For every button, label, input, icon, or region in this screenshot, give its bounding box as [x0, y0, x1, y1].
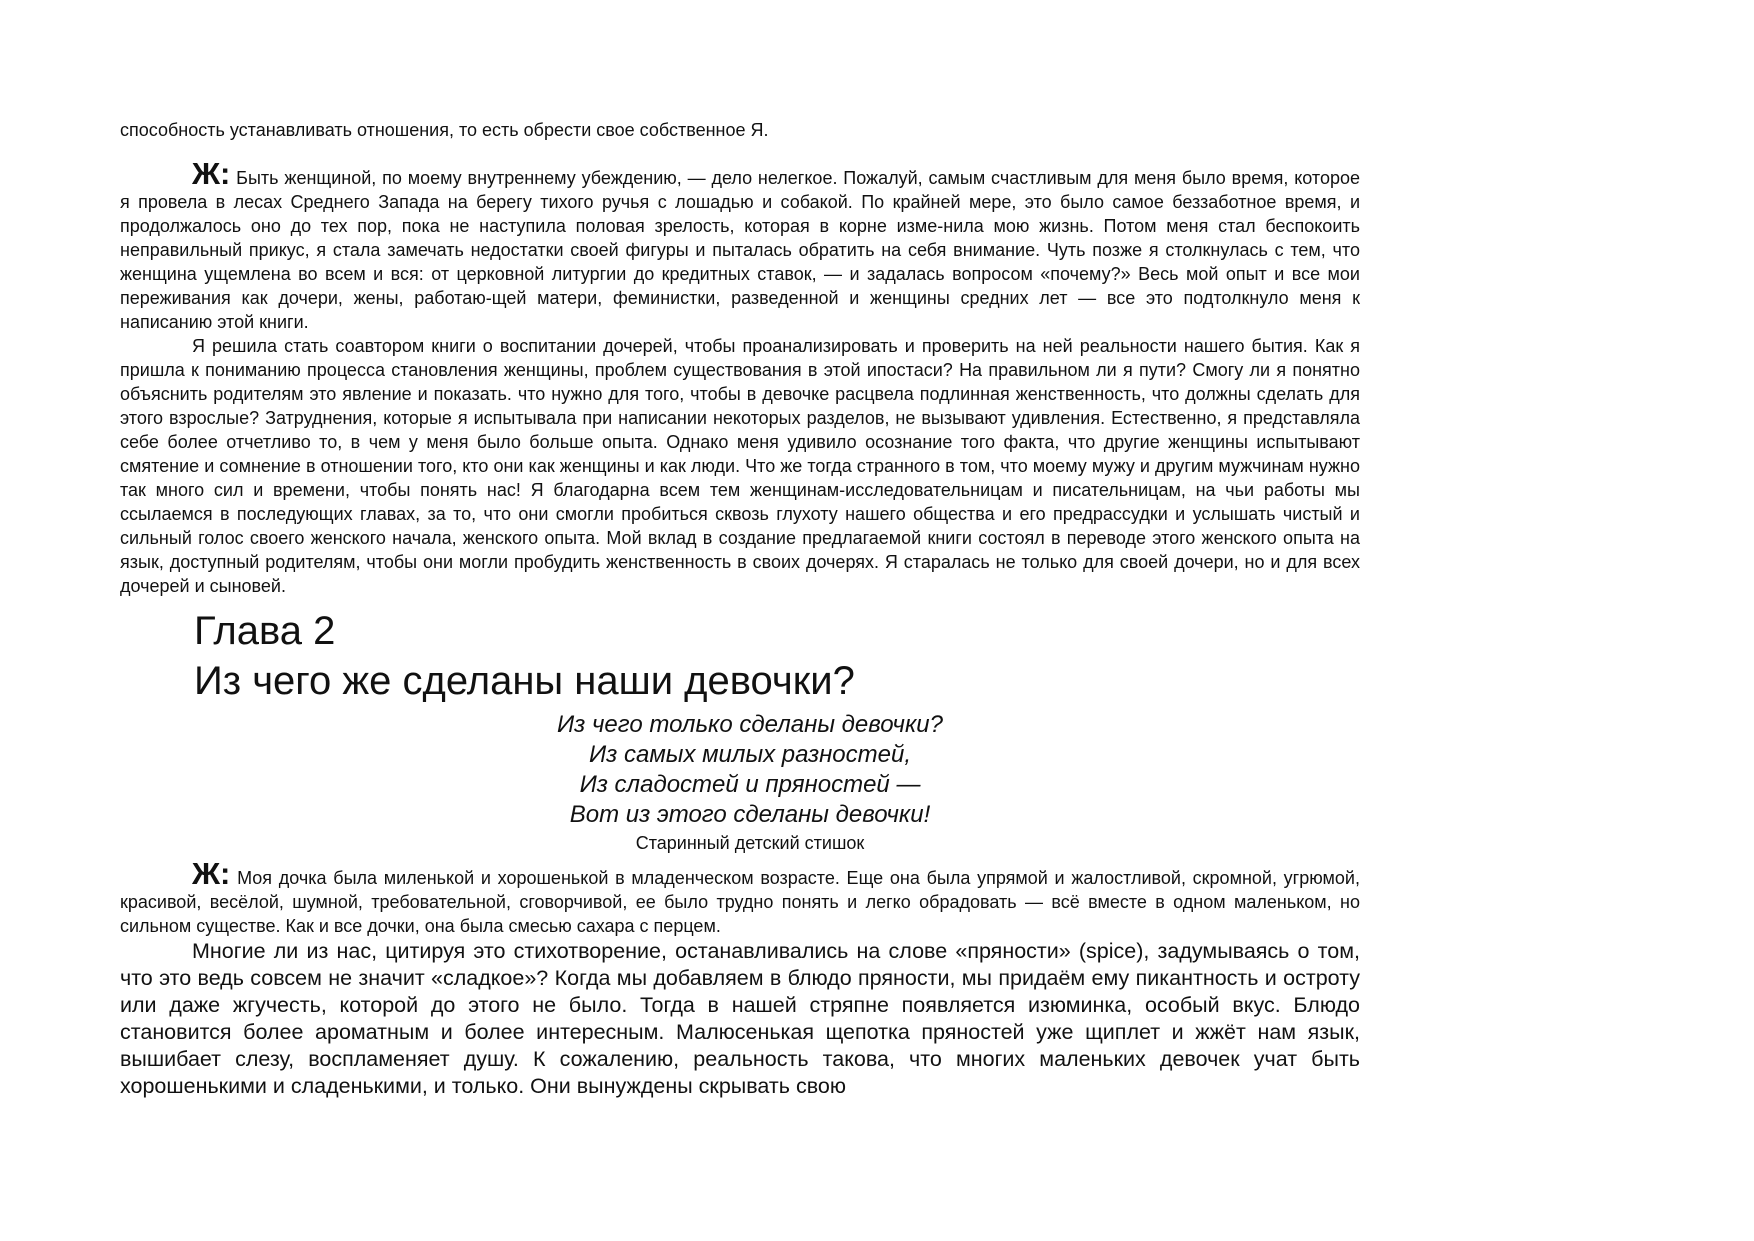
chapter-paragraph-1-text: Моя дочка была миленькой и хорошенькой в младенческом возрасте. Еще она была упрямой и жалостливой, скромной, угрюмой, красивой, весёлой, шумной, требовательной, сговорчивой, ее было трудно понять и легко обрадовать — всё вместе в одном маленьком, но сильном существе. Как и все дочки, она была смесью сахара с перцем.: [120, 868, 1360, 936]
epigraph-line-4: Вот из этого сделаны девочки!: [569, 801, 931, 828]
epigraph-line-1: Из чего только сделаны девочки?: [557, 711, 943, 738]
chapter-heading: [194, 606, 1360, 706]
epigraph: [120, 710, 1360, 856]
epigraph-line-3: Из сладостей и пряностей —: [579, 771, 921, 798]
text-column: [120, 118, 1360, 1100]
chapter-paragraph-2: Многие ли из нас, цитируя это стихотворение, останавливались на слове «пряности» (spice), задумываясь о том, что это ведь совсем не значит «сладкое»? Когда мы добавляем в блюдо пряности, мы придаём ему пикантность и остроту или даже жгучесть, которой до этого не было. Тогда в нашей стряпне появляется изюминка, особый вкус. Блюдо становится более ароматным и более интересным. Малюсенькая щепотка пряностей уже щиплет и жжёт нам язык, вышибает слезу, воспламеняет душу. К сожалению, реальность такова, что многих маленьких девочек учат быть хорошенькими и сладенькими, и только. Они вынуждены скрывать свою: [120, 939, 1360, 1098]
speaker-label: Ж:: [192, 156, 231, 191]
chapter-number: Глава 2: [194, 609, 336, 653]
intro-paragraph-1: [120, 156, 1360, 334]
intro-paragraph-2: Я решила стать соавтором книги о воспитании дочерей, чтобы проанализировать и проверить на ней реальности нашего бытия. Как я пришла к пониманию процесса становления женщины, проблем существования в этой ипостаси? На правильном ли я пути? Смогу ли я понятно объяснить родителям это явление и показать. что нужно для того, чтобы в девочке расцвела подлинная женственность, что должны сделать для этого взрослые? Затруднения, которые я испытывала при написании некоторых разделов, не вызывают удивления. Естественно, я представляла себе более отчетливо то, в чем у меня было больше опыта. Однако меня удивило осознание того факта, что другие женщины испытывают смятение и сомнение в отношении того, кто они как женщины и как люди. Что же тогда странного в том, что моему мужу и другим мужчинам нужно так много сил и времени, чтобы понять нас! Я благодарна всем тем женщинам-исследовательницам и писательницам, на чьи работы мы ссылаемся в последующих главах, за то, что они смогли пробиться сквозь глухоту нашего общества и его предрассудки и услышать чистый и сильный голос своего женского начала, женского опыта. Мой вклад в создание предлагаемой книги состоял в переводе этого женского опыта на язык, доступный родителям, чтобы они могли пробудить женственность в своих дочерях. Я старалась не только для своей дочери, но и для всех дочерей и сыновей.: [120, 336, 1360, 596]
chapter-title: Из чего же сделаны наши девочки?: [194, 659, 855, 703]
continuation-line: способность устанавливать отношения, то есть обрести свое собственное Я.: [120, 120, 769, 140]
epigraph-source: Старинный детский стишок: [635, 833, 865, 853]
chapter-paragraph-1: [120, 856, 1360, 938]
intro-paragraph-1-text: Быть женщиной, по моему внутреннему убеждению, — дело нелегкое. Пожалуй, самым счастливым для меня было время, которое я провела в лесах Среднего Запада на берегу тихого ручья с лошадью и собакой. По крайней мере, это было самое беззаботное время, и продолжалось оно до тех пор, пока не наступила половая зрелость, которая в корне изме-нила мою жизнь. Потом меня стал беспокоить неправильный прикус, я стала замечать недостатки своей фигуры и пыталась обратить на себя внимание. Чуть позже я столкнулась с тем, что женщина ущемлена во всем и вся: от церковной литургии до кредитных ставок, — и задалась вопросом «почему?» Весь мой опыт и все мои переживания как дочери, жены, работаю-щей матери, феминистки, разведенной и женщины средних лет — все это подтолкнуло меня к написанию этой книги.: [120, 168, 1360, 332]
speaker-label-2: Ж:: [192, 856, 231, 891]
epigraph-line-2: Из самых милых разностей,: [588, 741, 912, 768]
